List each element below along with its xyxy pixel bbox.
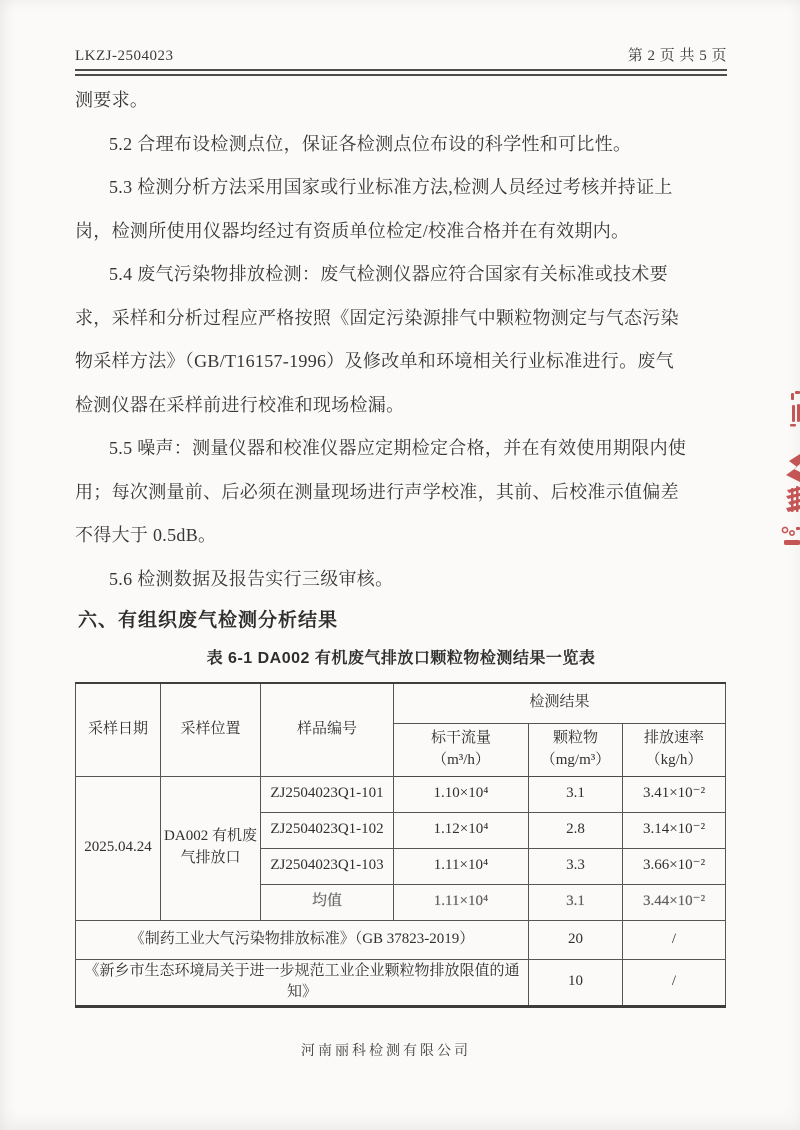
flow-name: 标干流量 bbox=[430, 729, 491, 746]
rate-value-cell: 3.14×10⁻² bbox=[623, 812, 726, 848]
col-header-sample-no: 样品编号 bbox=[261, 683, 394, 776]
paragraph-line: 5.4 废气污染物排放检测：废气检测仪器应符合国家有关标准或技术要 bbox=[109, 264, 668, 284]
rate-unit: （kg/h） bbox=[645, 751, 703, 768]
flow-unit: （m³/h） bbox=[432, 751, 490, 768]
header-rule bbox=[75, 69, 727, 76]
col-header-rate bbox=[623, 723, 726, 776]
paragraph-line: 岗，检测所使用仪器均经过有资质单位检定/校准合格并在有效期内。 bbox=[75, 220, 630, 241]
table-row bbox=[76, 776, 726, 812]
standard-pm-limit-cell: 10 bbox=[529, 959, 623, 1007]
sample-id-cell: ZJ2504023Q1-103 bbox=[261, 848, 394, 884]
standard-row bbox=[76, 920, 726, 959]
rate-value-cell: 3.41×10⁻² bbox=[623, 776, 726, 812]
sampling-date-cell: 2025.04.24 bbox=[76, 776, 161, 920]
page-header bbox=[75, 44, 727, 65]
sample-id-cell: ZJ2504023Q1-102 bbox=[261, 812, 394, 848]
pm-name: 颗粒物 bbox=[552, 729, 598, 746]
flow-value-cell: 1.10×10⁴ bbox=[394, 776, 529, 812]
col-header-result-group: 检测结果 bbox=[394, 683, 726, 723]
flow-value-cell: 1.11×10⁴ bbox=[394, 884, 529, 920]
pm-unit: （mg/m³） bbox=[540, 751, 611, 768]
paragraph-line: 用；每次测量前、后必须在测量现场进行声学校准，其前、后校准示值偏差 bbox=[75, 481, 679, 502]
paragraph-line: 检测仪器在采样前进行校准和现场检漏。 bbox=[75, 394, 405, 415]
company-footer: 河南丽科检测有限公司 bbox=[301, 1044, 471, 1059]
standard-row bbox=[76, 959, 726, 1007]
flow-value-cell: 1.11×10⁴ bbox=[394, 848, 529, 884]
paragraph-line: 物采样方法》（GB/T16157-1996）及修改单和环境相关行业标准进行。废气 bbox=[75, 351, 674, 371]
standard-pm-limit-cell: 20 bbox=[529, 920, 623, 959]
standard-name-cell: 《新乡市生态环境局关于进一步规范工业企业颗粒物排放限值的通知》 bbox=[76, 959, 529, 1007]
section-heading: 六、有组织废气检测分析结果 bbox=[78, 610, 339, 631]
flow-value-cell: 1.12×10⁴ bbox=[394, 812, 529, 848]
sample-id-cell: 均值 bbox=[261, 884, 394, 920]
rate-value-cell: 3.66×10⁻² bbox=[623, 848, 726, 884]
body-text bbox=[75, 79, 735, 601]
pm-value-cell: 3.1 bbox=[529, 776, 623, 812]
pm-value-cell: 2.8 bbox=[529, 812, 623, 848]
standard-rate-limit-cell: / bbox=[623, 959, 726, 1007]
pm-value-cell: 3.3 bbox=[529, 848, 623, 884]
paragraph-line: 不得大于 0.5dB。 bbox=[75, 525, 217, 545]
standard-rate-limit-cell: / bbox=[623, 920, 726, 959]
rate-value-cell: 3.44×10⁻² bbox=[623, 884, 726, 920]
paragraph-line: 5.5 噪声：测量仪器和校准仪器应定期检定合格，并在有效使用期限内使 bbox=[109, 438, 687, 458]
paragraph-line: 5.3 检测分析方法采用国家或行业标准方法,检测人员经过考核并持证上 bbox=[109, 177, 673, 197]
paragraph-line: 求，采样和分析过程应严格按照《固定污染源排气中颗粒物测定与气态污染 bbox=[75, 307, 679, 328]
col-header-date: 采样日期 bbox=[76, 683, 161, 776]
standard-name-cell: 《制药工业大气污染物排放标准》（GB 37823-2019） bbox=[76, 920, 529, 959]
paragraph-line: 5.2 合理布设检测点位，保证各检测点位布设的科学性和可比性。 bbox=[109, 133, 632, 154]
pm-value-cell: 3.1 bbox=[529, 884, 623, 920]
col-header-flow bbox=[394, 723, 529, 776]
results-table bbox=[75, 682, 726, 1008]
stamp-fragment-icon bbox=[776, 388, 800, 554]
col-header-pm bbox=[529, 723, 623, 776]
paragraph-line: 测要求。 bbox=[75, 90, 149, 110]
rate-name: 排放速率 bbox=[643, 729, 704, 746]
col-header-location: 采样位置 bbox=[161, 683, 261, 776]
table-title: 表 6-1 DA002 有机废气排放口颗粒物检测结果一览表 bbox=[206, 650, 596, 667]
paragraph-line: 5.6 检测数据及报告实行三级审核。 bbox=[109, 568, 394, 589]
sample-id-cell: ZJ2504023Q1-101 bbox=[261, 776, 394, 812]
doc-number: LKZJ-2504023 bbox=[75, 48, 174, 64]
page-indicator: 第 2 页 共 5 页 bbox=[627, 48, 727, 64]
sampling-location-cell: DA002 有机废气排放口 bbox=[161, 776, 261, 920]
